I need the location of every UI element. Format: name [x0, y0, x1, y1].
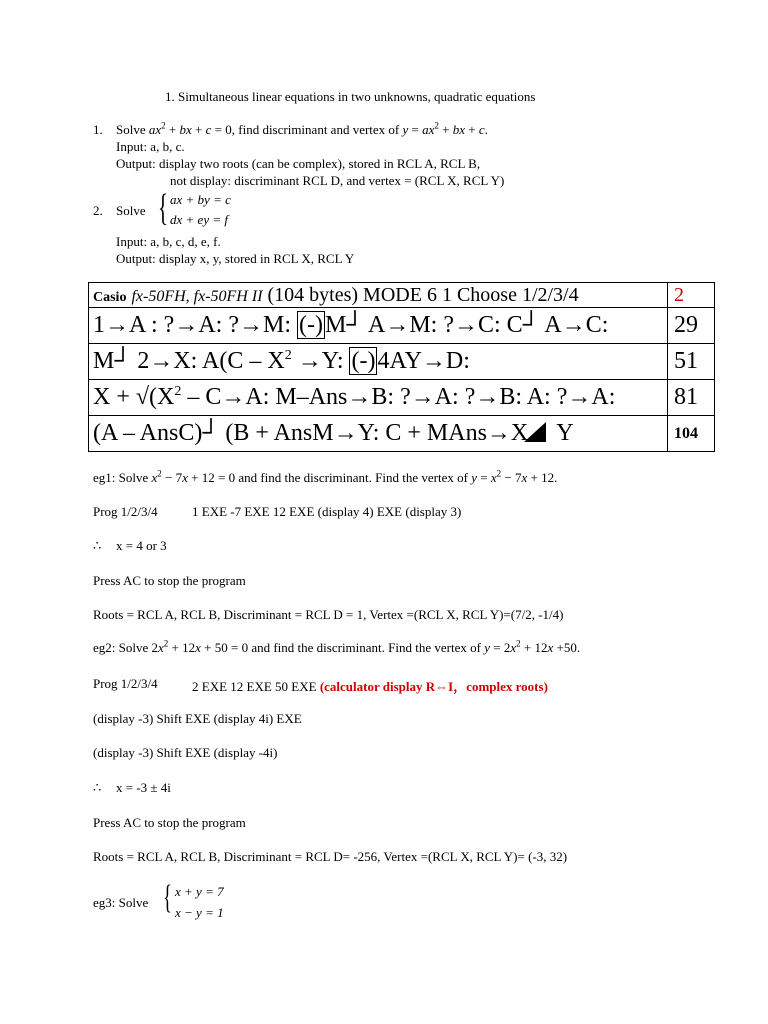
item-2-equation-2: dx + ey = f: [170, 212, 228, 227]
therefore-icon: ∴: [93, 780, 102, 795]
section-heading: 1. Simultaneous linear equations in two unknowns, quadratic equations: [165, 89, 536, 104]
item-1-number: 1.: [93, 122, 103, 137]
item-1-output-2: not display: discriminant RCL D, and vertex = (RCL X, RCL Y): [170, 173, 505, 188]
program-table: [88, 282, 715, 452]
program-row-1: 1→A : ?→A: ?→M: (-)M┘ A→M: ?→C: C┘ A→C:: [89, 308, 668, 344]
program-row: [89, 344, 715, 380]
item-1-input: Input: a, b, c.: [116, 139, 185, 154]
program-row-3-bytes: 81: [668, 380, 715, 416]
item-2-solve: Solve: [116, 203, 146, 218]
item-1-output: Output: display two roots (can be complex), stored in RCL A, RCL B,: [116, 156, 481, 171]
eg2-answer: x = -3 ± 4i: [116, 780, 171, 795]
eg2-calculator-note: (calculator display R⇔I，complex roots): [319, 679, 548, 694]
therefore-icon: ∴: [93, 538, 102, 553]
eg2-line-2: (display -3) Shift EXE (display 4i) EXE: [93, 711, 302, 726]
item-2-input: Input: a, b, c, d, e, f.: [116, 234, 221, 249]
program-row-1-bytes: 29: [668, 308, 715, 344]
eg2-press-ac: Press AC to stop the program: [93, 815, 246, 830]
eg1-prog-label: Prog 1/2/3/4: [93, 504, 158, 519]
program-row-3: $X + √(X^2 - C\to A$: M–Ans→B: ?→A: ?→B: A: ?→A:: [89, 380, 668, 416]
eg1-title: eg1: Solve $x^2 - 7x + 12 = 0$ and find the discriminant. Find the vertex of $y = x^2 - 7x + 12$.: [93, 468, 558, 485]
program-row-4-bytes: 104: [668, 416, 715, 452]
program-row: [89, 416, 715, 452]
negative-key: (-): [351, 348, 376, 374]
eg3-equation-2: x − y = 1: [175, 905, 224, 920]
eg1-press-ac: Press AC to stop the program: [93, 573, 246, 588]
program-row-2: M┘ 2→X: $A(C - X^2 \to Y$: (-)4AY→D:: [89, 344, 668, 380]
negative-key: (-): [299, 312, 323, 338]
eg3-title: eg3: Solve: [93, 895, 149, 910]
eg1-answer: x = 4 or 3: [116, 538, 167, 553]
item-2-equation-1: ax + by = c: [170, 192, 231, 207]
program-row: [89, 308, 715, 344]
program-row: [89, 380, 715, 416]
item-2-output: Output: display x, y, stored in RCL X, RCL Y: [116, 251, 355, 266]
eg2-title: eg2: Solve $2x^2 + 12x + 50 = 0$ and find the discriminant. Find the vertex of $y = 2x^2 + 12x +50$.: [93, 638, 581, 655]
program-header-row: [89, 283, 715, 308]
display-triangle-icon: [524, 422, 546, 442]
eg2-line-3: (display -3) Shift EXE (display -4i): [93, 745, 278, 760]
program-header: Casio fx-50FH, fx-50FH II (104 bytes) MODE 6 1 Choose 1/2/3/4: [89, 283, 668, 308]
eg2-prog-keys: 2 EXE 12 EXE 50 EXE (calculator display R⇔I，complex roots): [192, 679, 548, 694]
program-header-number: 2: [668, 283, 715, 308]
program-row-4: (A – AnsC)┘ (B + AnsM→Y: C + MAns→X Y: [89, 416, 668, 452]
item-1-solve: Solve $ax^2$ + bx + c = 0, find discriminant and vertex of $y = ax^2$ + bx + c.: [116, 120, 488, 137]
eg1-prog-keys: 1 EXE -7 EXE 12 EXE (display 4) EXE (display 3): [192, 504, 462, 519]
eg3-equation-1: x + y = 7: [175, 884, 224, 899]
program-row-2-bytes: 51: [668, 344, 715, 380]
item-2-number: 2.: [93, 203, 103, 218]
eg2-prog-label: Prog 1/2/3/4: [93, 676, 158, 691]
eg2-roots: Roots = RCL A, RCL B, Discriminant = RCL D= -256, Vertex =(RCL X, RCL Y)= (-3, 32): [93, 849, 568, 864]
brace-icon: {: [158, 187, 169, 229]
brace-icon: {: [163, 879, 172, 916]
eg1-roots: Roots = RCL A, RCL B, Discriminant = RCL D = 1, Vertex =(RCL X, RCL Y)=(7/2, -1/4): [93, 607, 564, 622]
